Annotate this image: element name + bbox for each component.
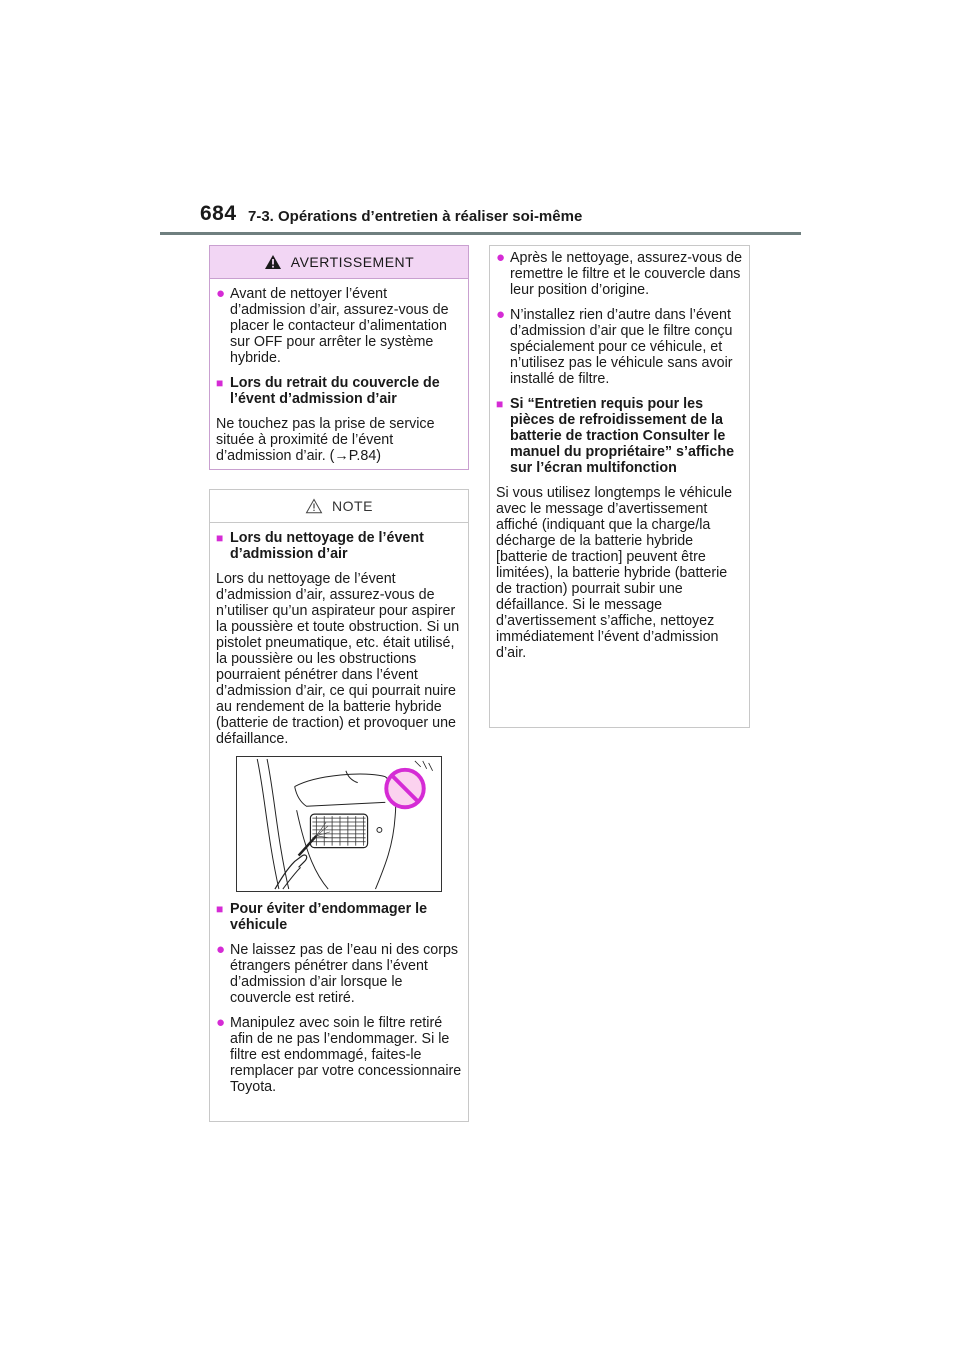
warning-paragraph [216, 416, 462, 464]
warning-header [210, 246, 468, 279]
note-subheading-text: Pour éviter d’endommager le véhicule [230, 901, 428, 933]
note-subheading-text: Lors du nettoyage de l’évent d’admission d’air [230, 530, 424, 562]
note-subheading [216, 901, 462, 933]
circle-bullet-icon: ● [496, 306, 506, 323]
list-item [496, 250, 743, 298]
right-bullet-text: N’installez rien d’autre dans l’évent d’admission d’air que le filtre conçu spécialement pour ce véhicule, et n’utilisez pas le véhicule sans avoir installé de filtre. [510, 307, 733, 387]
page-number: 684 [200, 202, 237, 225]
section-title: 7-3. Opérations d’entretien à réaliser soi-même [248, 208, 583, 225]
list-item [496, 307, 743, 387]
square-bullet-icon: ■ [216, 531, 224, 545]
warning-paragraph-text: Ne touchez pas la prise de service située à proximité de l’évent d’admission d’air. ( [216, 416, 435, 464]
list-item [216, 942, 462, 1006]
right-paragraph: Si vous utilisez longtemps le véhicule avec le message d’avertissement affiché (indiquant que la charge/la décharge de la batterie hybride [batterie de traction] peuvent être limitées), la batterie hybride (batterie de traction) pourrait subir une défaillance. Si le message d’avertissement s’affiche, nettoyez immédiatement l’évent d’admission d’air. [496, 485, 733, 661]
list-item [216, 286, 462, 366]
warning-content [210, 279, 468, 464]
warning-box [209, 245, 469, 470]
circle-bullet-icon: ● [216, 1014, 226, 1031]
air-intake-cleaning-illustration [236, 756, 442, 892]
list-item [216, 1015, 462, 1095]
right-bullet-text: Après le nettoyage, assurez-vous de remettre le filtre et le couvercle dans leur position d’origine. [510, 250, 743, 298]
warning-subheading-text: Lors du retrait du couvercle de l’évent d’admission d’air [230, 375, 440, 407]
note-bullet-text: Ne laissez pas de l’eau ni des corps étrangers pénétrer dans l’évent d’admission d’air lorsque le couvercle est retiré. [230, 942, 459, 1006]
arrow-icon: → [334, 448, 349, 464]
note-header [210, 490, 468, 523]
note-box [209, 489, 469, 1122]
square-bullet-icon: ■ [216, 902, 224, 916]
square-bullet-icon: ■ [216, 376, 224, 390]
circle-bullet-icon: ● [496, 249, 506, 266]
right-subheading [496, 396, 743, 476]
continued-note-box [489, 245, 750, 728]
square-bullet-icon: ■ [496, 397, 504, 411]
right-subheading-text: Si “Entretien requis pour les pièces de refroidissement de la batterie de traction Consulter le manuel du propriétaire” s’affiche sur l’écran multifonction [510, 396, 735, 476]
note-bullet-text: Manipulez avec soin le filtre retiré afin de ne pas l’endommager. Si le filtre est endommagé, faites-le remplacer par votre concessionnaire Toyota. [230, 1015, 462, 1095]
page-reference-link[interactable]: P.84) [348, 448, 382, 464]
header-rule [160, 232, 801, 235]
note-paragraph: Lors du nettoyage de l’évent d’admission d’air, assurez-vous de n’utiliser qu’un aspirateur pour aspirer la poussière et toute obstruction. Si un pistolet pneumatique, etc. était utilisé, la poussière ou les obstructions pourraient pénétrer dans l’évent d’admission d’air, ce qui pourrait nuire au rendement de la batterie hybride (batterie de traction) et provoquer une défaillance. [216, 571, 460, 747]
warning-bullet-text: Avant de nettoyer l’évent d’admission d’air, assurez-vous de placer le contacteur d’alimentation sur OFF pour arrêter le système hybride. [230, 286, 449, 366]
circle-bullet-icon: ● [216, 941, 226, 958]
warning-title: AVERTISSEMENT [290, 254, 415, 270]
continued-note-content [490, 246, 749, 661]
note-title: NOTE [332, 498, 373, 514]
caution-triangle-icon [305, 498, 323, 514]
note-content [210, 523, 468, 1095]
prohibition-icon [386, 770, 423, 807]
warning-triangle-icon [264, 254, 282, 270]
warning-subheading [216, 375, 462, 407]
circle-bullet-icon: ● [216, 285, 226, 302]
note-subheading [216, 530, 462, 562]
